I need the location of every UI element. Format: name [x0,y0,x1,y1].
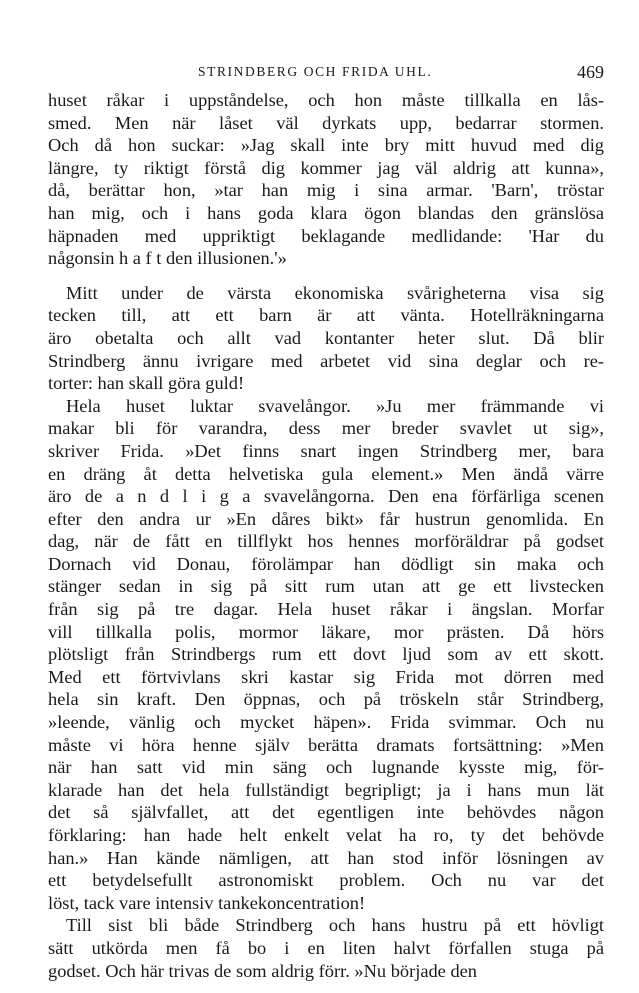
text-line: »leende, vänlig och mycket häpen». Frida svimmar. Och nu [48,712,604,733]
text-line: Mitt under de värsta ekonomiska svårigheterna visa sig [66,282,604,303]
text-line: förklaring: han hade helt enkelt velat ha ro, ty det behövde [48,825,604,845]
paragraph [48,89,604,270]
text-line: löst, tack vare intensiv tankekoncentration! [48,892,366,913]
text-line: när han satt vid min säng och lugnande kysste mig, för- [48,757,604,778]
running-title: STRINDBERG OCH FRIDA UHL. [198,64,433,79]
text-line: då, berättar hon, »tar han mig i sina armar. 'Barn', tröstar [48,180,604,201]
text-line: Strindberg ännu ivrigare med arbetet vid sina deglar och re- [48,350,604,371]
text-line: godset. Och här trivas de som aldrig förr. »Nu började den [48,960,478,981]
body-text [48,89,604,982]
page-number: 469 [577,62,604,82]
text-line: dag, när de fått en tillflykt hos hennes morföräldrar på godset [48,531,604,552]
text-line: äro obetalta och allt vad kontanter heter slut. Då blir [48,327,604,348]
text-line: vill tillkalla polis, mormor läkare, mor prästen. Då hörs [48,621,604,642]
paragraph [48,395,604,915]
paragraph-gap [48,270,604,282]
text-line: skriver Frida. »Det finns snart ingen Strindberg mer, bara [48,440,604,461]
text-line: en dräng åt detta helvetiska gula element.» Men ändå värre [48,463,604,484]
running-head [48,62,604,84]
text-line: torter: han skall göra guld! [48,373,245,394]
paragraph [48,914,604,982]
text-line: makar bli för varandra, dess mer breder svavlet ut sig», [48,418,604,439]
text-line: efter den andra ur »En dåres bikt» får hustrun genomlida. En [48,508,604,529]
text-line: smed. Men när låset väl dyrkats upp, bedarrar stormen. [48,112,604,133]
text-line: han mig, och i hans goda klara ögon blandas den gränslösa [48,202,604,223]
text-line: Med ett förtvivlans skri kastar sig Frida mot dörren med [48,666,604,687]
text-line: måste vi höra henne själv berätta dramats fortsättning: »Men [48,734,604,755]
text-line: sätt utkörda men få bo i en liten halvt förfallen stuga på [48,937,604,958]
text-line: tecken till, att ett barn är att vänta. Hotellräkningarna [48,305,604,326]
text-line: Dornach vid Donau, förolämpar han dödligt sin maka och [48,553,604,574]
text-line: någonsin h a f t den illusionen.'» [48,248,287,269]
text-line: hela sin kraft. Den öppnas, och på tröskeln står Strindberg, [48,689,604,710]
text-line: han.» Han kände nämligen, att han stod inför lösningen av [48,847,604,868]
text-line: plötsligt från Strindbergs rum ett dovt ljud som av ett skott. [48,644,604,665]
paragraph [48,282,604,395]
text-line: från sig på tre dagar. Hela huset råkar i ängslan. Morfar [48,599,604,620]
text-line: det så självfallet, att det egentligen inte behövdes någon [48,802,604,823]
text-line: klarade han det hela fullständigt begripligt; ja i hans mun lät [48,779,604,800]
text-line: längre, ty riktigt förstå dig kommer jag väl aldrig att kunna», [48,157,604,178]
text-line: Hela huset luktar svavelångor. »Ju mer främmande vi [66,395,604,416]
text-line: häpnaden med uppriktigt beklagande medlidande: 'Har du [48,225,604,246]
text-line: Till sist bli både Strindberg och hans hustru på ett hövligt [66,915,604,936]
text-line: ett betydelsefullt astronomiskt problem. Och nu var det [48,870,604,891]
text-line: äro de a n d l i g a svavelångorna. Den ena förfärliga scenen [48,486,604,507]
text-line: huset råkar i uppståndelse, och hon måste tillkalla en lås- [48,90,604,110]
text-line: stänger sedan in sig på sitt rum utan att ge ett livstecken [48,576,604,597]
text-line: Och då hon suckar: »Jag skall inte bry mitt huvud med dig [48,135,604,156]
